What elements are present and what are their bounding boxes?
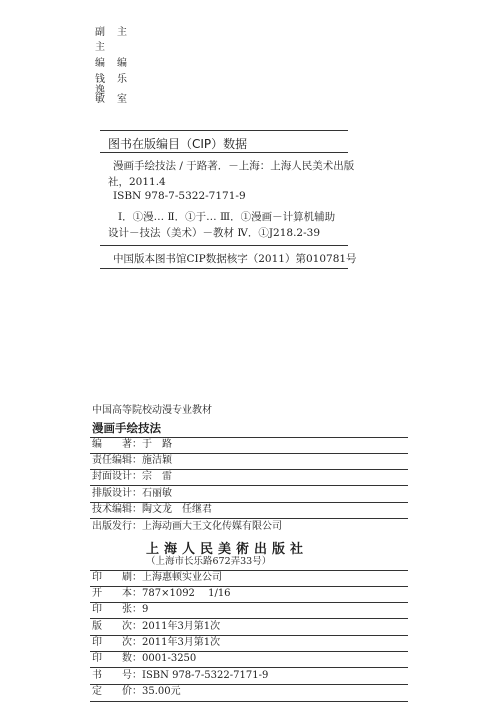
credit-row <box>95 27 127 39</box>
credit-right: 主 <box>117 27 127 38</box>
colophon-row <box>92 504 212 516</box>
row-label: 责任编辑： <box>92 455 142 466</box>
spec-row <box>92 588 231 600</box>
credit-left: 副 <box>95 27 105 38</box>
row-value: 施洁颖 <box>142 455 172 466</box>
cip-line: 漫画手绘技法 / 于路著．－上海：上海人民美术出版 <box>113 160 355 172</box>
row-label: 编 著： <box>92 439 142 450</box>
credit-row <box>95 58 127 70</box>
row-label: 印 数： <box>92 653 142 664</box>
credit-row <box>95 94 127 106</box>
row-label: 开 本： <box>92 588 142 599</box>
row-label: 书 号： <box>92 670 142 681</box>
spec-row <box>92 637 220 649</box>
row-rule <box>90 684 408 685</box>
colophon-row <box>92 439 172 451</box>
credit-left: 主 <box>95 42 105 53</box>
row-rule <box>90 469 408 470</box>
credit-left: 逸 <box>95 85 105 96</box>
row-value: 2011年3月第1次 <box>142 621 221 632</box>
series-name: 中国高等院校动漫专业教材 <box>92 405 212 416</box>
row-label: 印 张： <box>92 604 142 615</box>
row-label: 版 次： <box>92 621 142 632</box>
cip-footer: 中国版本图书馆CIP数据核字（2011）第010781号 <box>113 253 357 265</box>
spec-row <box>92 670 268 682</box>
cip-line: 社，2011.4 <box>108 176 166 188</box>
row-value: ISBN 978-7-5322-7171-9 <box>142 670 269 681</box>
row-rule <box>90 586 408 587</box>
colophon-title-rule <box>90 437 408 438</box>
cip-isbn: ISBN 978-7-5322-7171-9 <box>113 190 246 202</box>
credit-right: 室 <box>117 94 127 105</box>
row-rule <box>90 570 408 571</box>
credit-right: 编 <box>117 58 127 69</box>
row-rule <box>90 667 408 668</box>
spec-row <box>92 653 196 665</box>
colophon-row <box>92 471 172 483</box>
row-rule <box>90 602 408 603</box>
credit-left: 编 <box>95 58 105 69</box>
row-rule <box>90 651 408 652</box>
row-rule <box>90 453 408 454</box>
row-label: 印 次： <box>92 637 142 648</box>
row-value: 上海动画大王文化传媒有限公司 <box>142 521 282 532</box>
row-value: 于 路 <box>142 439 172 450</box>
row-rule <box>90 618 408 619</box>
cip-line: 设计－技法（美术）－教材 Ⅳ．①J218.2-39 <box>108 227 321 239</box>
cip-title-rule <box>100 152 348 153</box>
row-label: 印 刷： <box>92 572 142 583</box>
row-value: 2011年3月第1次 <box>142 637 221 648</box>
cip-line: Ⅰ．①漫… Ⅱ．①于… Ⅲ．①漫画－计算机辅助 <box>118 211 336 223</box>
credit-left: 敏 <box>95 94 105 105</box>
row-label: 排版设计： <box>92 488 142 499</box>
row-rule <box>90 518 408 519</box>
row-label: 定 价： <box>92 686 142 697</box>
row-value: 宗 雷 <box>142 471 172 482</box>
colophon-row <box>92 521 282 533</box>
colophon-row <box>92 488 172 500</box>
colophon-bottom-rule <box>90 701 408 702</box>
publisher-logo: 上海人民美術出版社 <box>146 542 309 557</box>
spec-row <box>92 604 148 616</box>
publisher-address: （上海市长乐路672弄33号） <box>146 556 272 567</box>
cip-top-rule <box>100 130 348 131</box>
row-rule <box>90 485 408 486</box>
spec-row <box>92 621 220 633</box>
colophon-row <box>92 455 172 467</box>
row-rule <box>90 635 408 636</box>
row-label: 技术编辑： <box>92 504 142 515</box>
cip-bottom-rule <box>100 268 348 269</box>
row-value: 上海惠顿实业公司 <box>142 572 222 583</box>
cip-mid-rule <box>100 245 348 246</box>
row-value: 35.00元 <box>142 686 181 697</box>
row-value: 9 <box>142 604 149 615</box>
row-rule <box>90 502 408 503</box>
credit-right: 乐 <box>117 74 127 85</box>
row-value: 787×1092 1/16 <box>142 588 231 599</box>
spec-row <box>92 686 181 698</box>
row-label: 封面设计： <box>92 471 142 482</box>
row-value: 陶文龙 任继君 <box>142 504 212 515</box>
book-title: 漫画手绘技法 <box>92 421 161 435</box>
row-value: 石丽敏 <box>142 488 172 499</box>
cip-title: 图书在版编目（CIP）数据 <box>108 137 248 151</box>
row-label: 出版发行： <box>92 521 142 532</box>
credit-row <box>95 42 105 54</box>
row-value: 0001-3250 <box>142 653 197 664</box>
spec-row <box>92 572 222 584</box>
credit-left: 钱 <box>95 74 105 85</box>
